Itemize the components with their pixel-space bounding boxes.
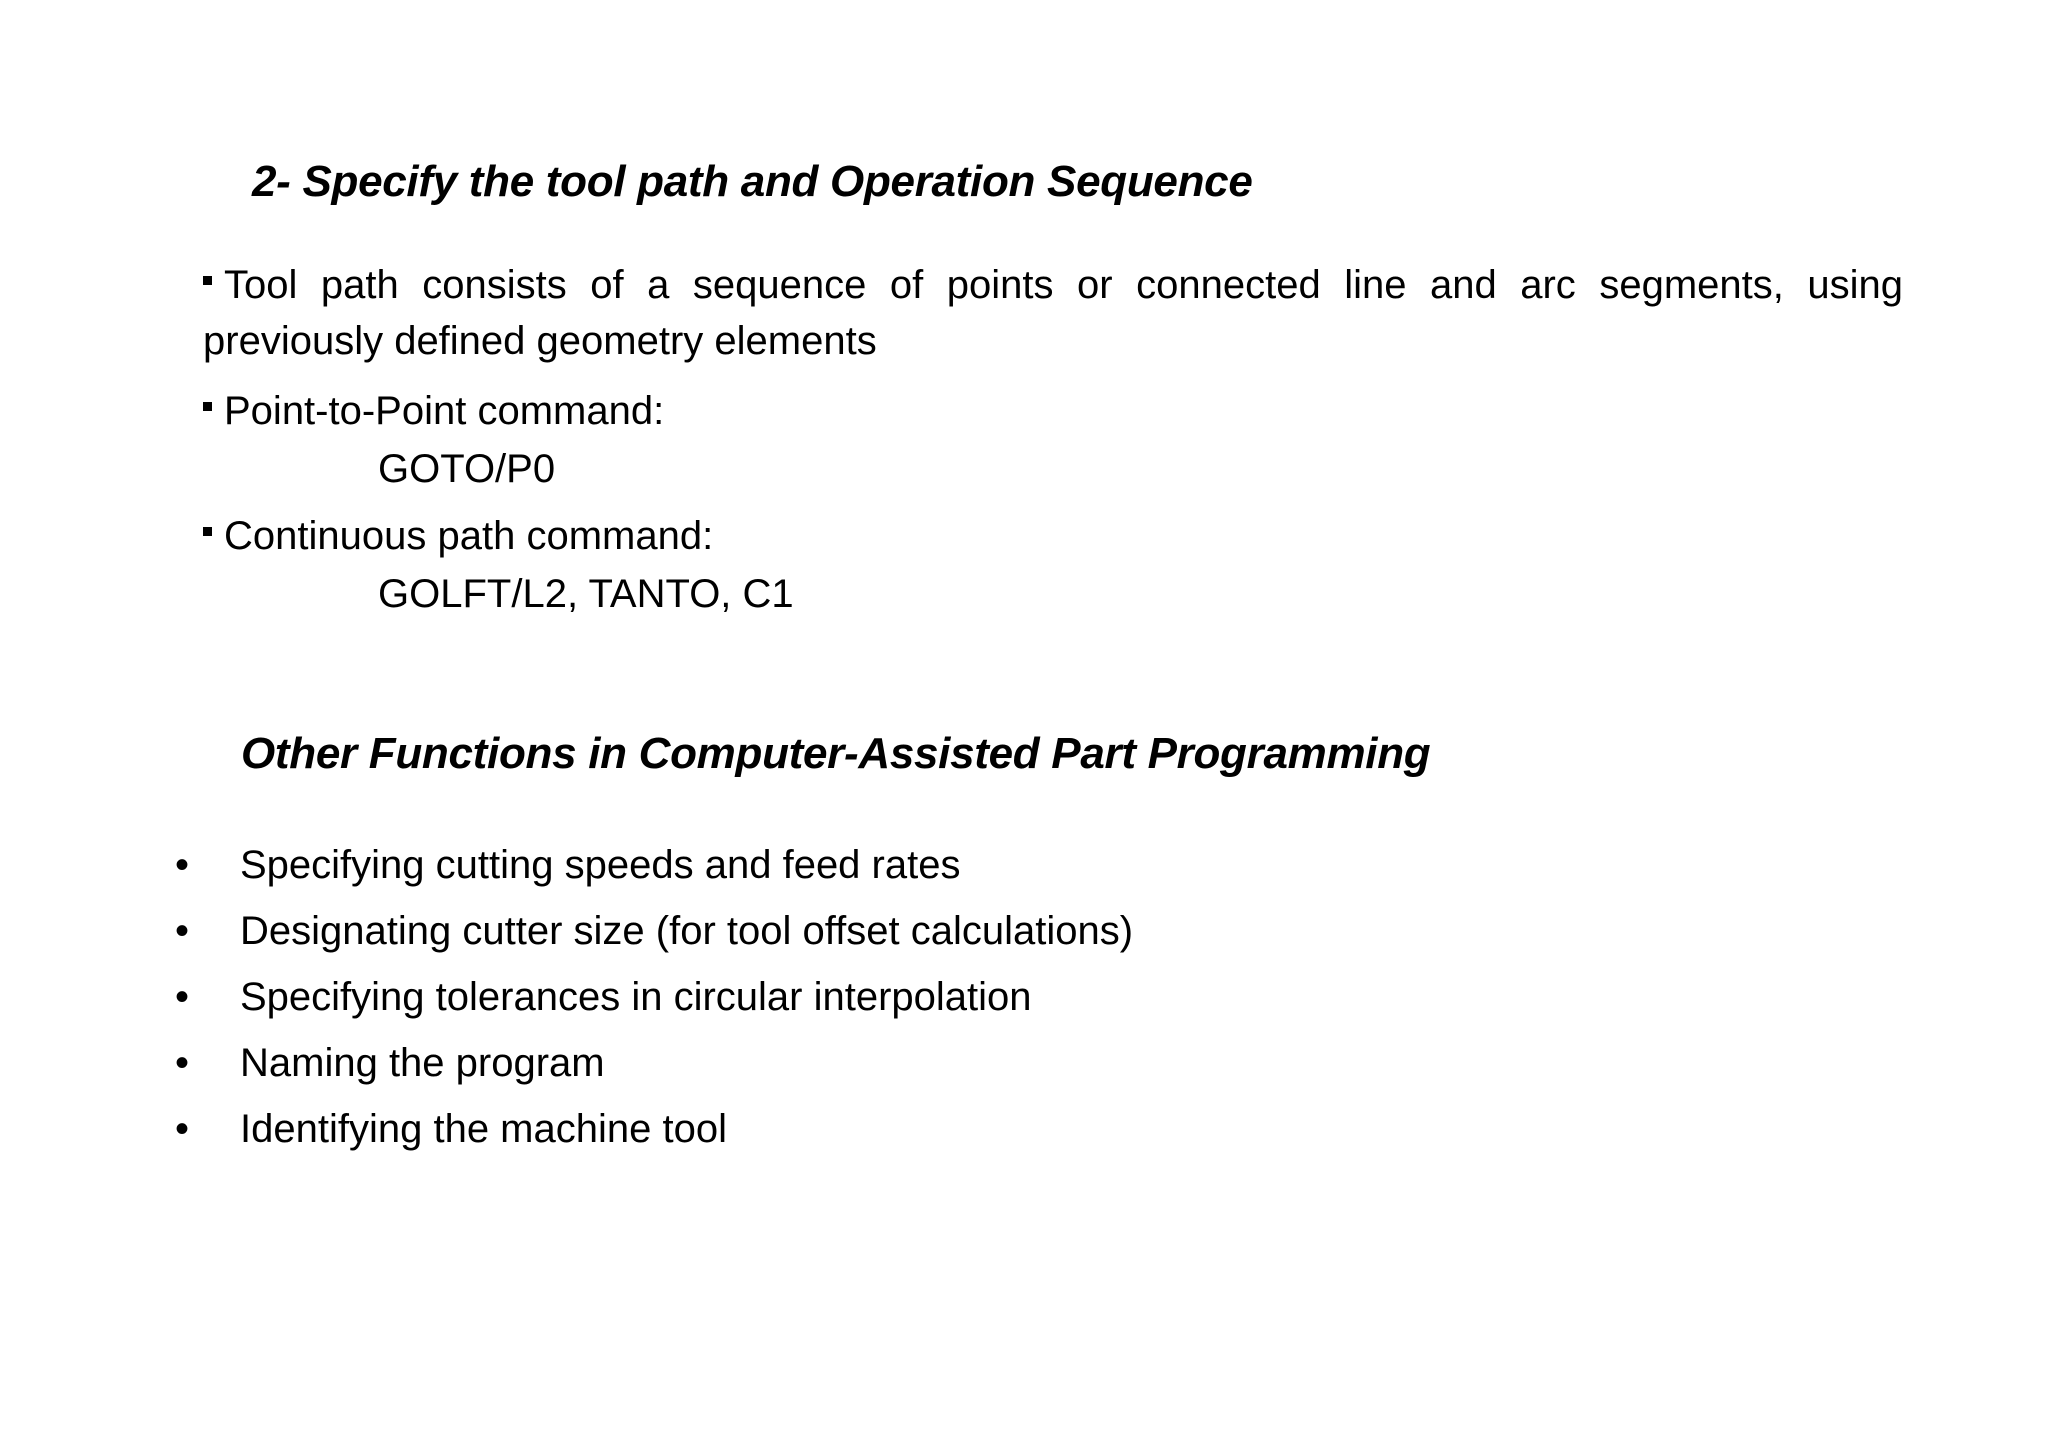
code-example-point-to-point: GOTO/P0 [378,447,556,491]
bullet-item-tool-path-definition [203,257,1903,369]
square-bullet-icon [203,276,212,285]
list-item-text: Specifying tolerances in circular interpolation [240,975,1032,1019]
list-item-text: Specifying cutting speeds and feed rates [240,843,961,887]
bullet-text: Continuous path command: [224,514,714,558]
list-item [170,1096,1133,1162]
bullet-dot-icon: • [175,843,190,887]
list-item [170,898,1133,964]
list-item-text: Designating cutter size (for tool offset calculations) [240,909,1134,953]
other-functions-list [170,832,1133,1162]
list-item [170,1030,1133,1096]
bullet-item-point-to-point [203,383,664,439]
code-example-continuous-path: GOLFT/L2, TANTO, C1 [378,572,794,616]
bullet-dot-icon: • [175,1041,190,1085]
bullet-text: Tool path consists of a sequence of points or connected line and arc segments, using previously defined geometry elements [203,263,1903,363]
square-bullet-icon [203,527,212,536]
bullet-dot-icon: • [175,1107,190,1151]
list-item-text: Naming the program [240,1041,605,1085]
list-item [170,832,1133,898]
square-bullet-icon [203,402,212,411]
list-item [170,964,1133,1030]
bullet-dot-icon: • [175,975,190,1019]
list-item-text: Identifying the machine tool [240,1107,727,1151]
bullet-dot-icon: • [175,909,190,953]
section-heading-other-functions: Other Functions in Computer-Assisted Part Programming [241,729,1431,778]
section-heading-tool-path: 2- Specify the tool path and Operation Sequence [252,157,1253,206]
bullet-text: Point-to-Point command: [224,389,665,433]
bullet-item-continuous-path [203,508,713,564]
